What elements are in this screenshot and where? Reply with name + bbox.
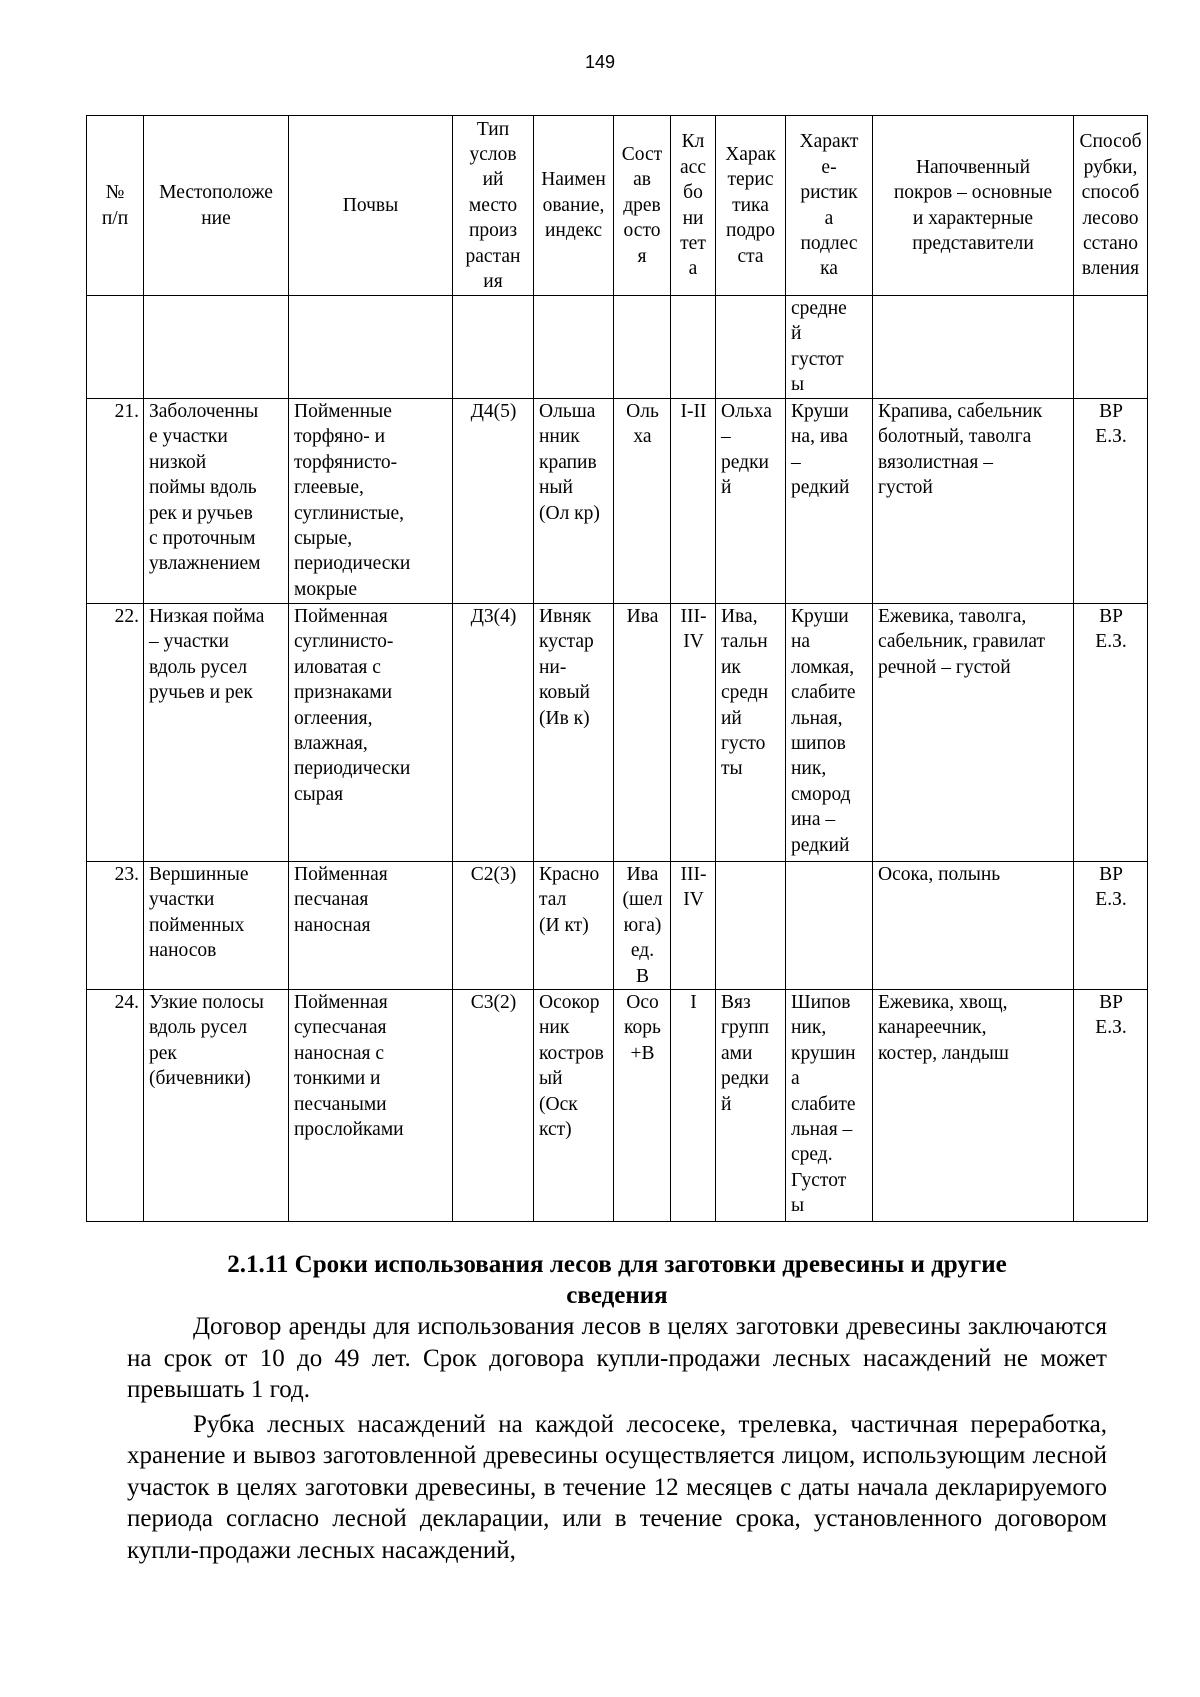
table-cell [873,296,1074,399]
row-number: 22. [87,604,144,862]
cutting-method-cell: ВР Е.З. [1074,862,1148,990]
site-type-cell: Д4(5) [453,399,534,604]
quality-class-cell: III- IV [671,604,716,862]
table-row-continuation [87,296,1148,399]
table-row [87,862,1148,990]
table-row [87,604,1148,862]
soil-cell: Пойменная суглинисто- иловатая с признаками оглеения, влажная, периодически сырая [289,604,453,862]
underbrush-cell: Круши на, ива – редкий [786,399,873,604]
undergrowth-cell [716,862,786,990]
table-cell [1074,296,1148,399]
name-index-cell: Ивняк кустар ни- ковый (Ив к) [534,604,614,862]
composition-cell: Осо корь +В [614,990,671,1222]
location-cell: Низкая пойма – участки вдоль русел ручьев и рек [144,604,289,862]
header-underbrush: Характ е- ристик а подлес ка [786,116,873,296]
header-location: Местоположе ние [144,116,289,296]
name-index-cell: Осокор ник костров ый (Оск кст) [534,990,614,1222]
row-number: 23. [87,862,144,990]
underbrush-cell: Шипов ник, крушин а слабите льная – сред. Густот ы [786,990,873,1222]
underbrush-cell: Круши на ломкая, слабите льная, шипов ник, смород ина – редкий [786,604,873,862]
table-cell [614,296,671,399]
name-index-cell: Красно тал (И кт) [534,862,614,990]
section-heading-line2: сведения [566,1282,668,1309]
header-site-type: Тип услов ий место произ растан ия [453,116,534,296]
undergrowth-cell: Ива, тальн ик средн ий густо ты [716,604,786,862]
site-type-cell: С3(2) [453,990,534,1222]
location-cell: Заболоченны е участки низкой поймы вдоль рек и ручьев с проточным увлажнением [144,399,289,604]
composition-cell: Ива [614,604,671,862]
ground-cover-cell: Крапива, сабельник болотный, таволга вязолистная – густой [873,399,1074,604]
header-number: № п/п [87,116,144,296]
table-cell [453,296,534,399]
row-number: 24. [87,990,144,1222]
section-heading-line1: 2.1.11 Сроки использования лесов для заготовки древесины и другие [227,1251,1007,1278]
table-cell [87,296,144,399]
header-name-index: Наимен ование, индекс [534,116,614,296]
table-cell [671,296,716,399]
location-cell: Вершинные участки пойменных наносов [144,862,289,990]
header-soils: Почвы [289,116,453,296]
ground-cover-cell: Ежевика, хвощ, канареечник, костер, ландыш [873,990,1074,1222]
header-quality-class: Кл асс бо ни тет а [671,116,716,296]
paragraph: Рубка лесных насаждений на каждой лесосеке, трелевка, частичная переработка, хранение и вывоз заготовленной древесины осуществляется лицом, использующим лесной участок в целях заготовки древесины, в течение 12 месяцев с даты начала декларируемого периода согласно лесной декларации, или в течение срока, установленного договором купли-продажи лесных насаждений, [127,1410,1107,1564]
undergrowth-cell: Ольха – редки й [716,399,786,604]
composition-cell: Ива (шел юга) ед. В [614,862,671,990]
undergrowth-cell: Вяз групп ами редки й [716,990,786,1222]
table-row [87,990,1148,1222]
soil-cell: Пойменная супесчаная наносная с тонкими и песчаными прослойками [289,990,453,1222]
table-cell [289,296,453,399]
page-number: 149 [584,52,616,72]
table-cell [144,296,289,399]
soil-cell: Пойменные торфяно- и торфянисто- глеевые, суглинистые, сырые, периодически мокрые [289,399,453,604]
quality-class-cell: I-II [671,399,716,604]
header-ground-cover: Напочвенный покров – основные и характерные представители [873,116,1074,296]
paragraph: Договор аренды для использования лесов в целях заготовки древесины заключаются на срок от 10 до 49 лет. Срок договора купли-продажи лесных насаждений не может превышать 1 год. [127,1313,1107,1403]
forest-types-table [86,115,1148,1222]
section-heading [127,1249,1107,1311]
cutting-method-cell: ВР Е.З. [1074,990,1148,1222]
table-cell: средне й густот ы [786,296,873,399]
section-body [127,1249,1107,1566]
location-cell: Узкие полосы вдоль русел рек (бичевники) [144,990,289,1222]
soil-cell: Пойменная песчаная наносная [289,862,453,990]
underbrush-cell [786,862,873,990]
table-header-row [87,116,1148,296]
table-row [87,399,1148,604]
ground-cover-cell: Осока, полынь [873,862,1074,990]
composition-cell: Оль ха [614,399,671,604]
cutting-method-cell: ВР Е.З. [1074,399,1148,604]
header-composition: Сост ав древ осто я [614,116,671,296]
table-cell [534,296,614,399]
cutting-method-cell: ВР Е.З. [1074,604,1148,862]
site-type-cell: Д3(4) [453,604,534,862]
ground-cover-cell: Ежевика, таволга, сабельник, гравилат речной – густой [873,604,1074,862]
name-index-cell: Ольша нник крапив ный (Ол кр) [534,399,614,604]
site-type-cell: С2(3) [453,862,534,990]
header-undergrowth: Харак терис тика подро ста [716,116,786,296]
quality-class-cell: I [671,990,716,1222]
quality-class-cell: III- IV [671,862,716,990]
row-number: 21. [87,399,144,604]
header-cutting-method: Способ рубки, способ лесово сстано вления [1074,116,1148,296]
table-cell [716,296,786,399]
